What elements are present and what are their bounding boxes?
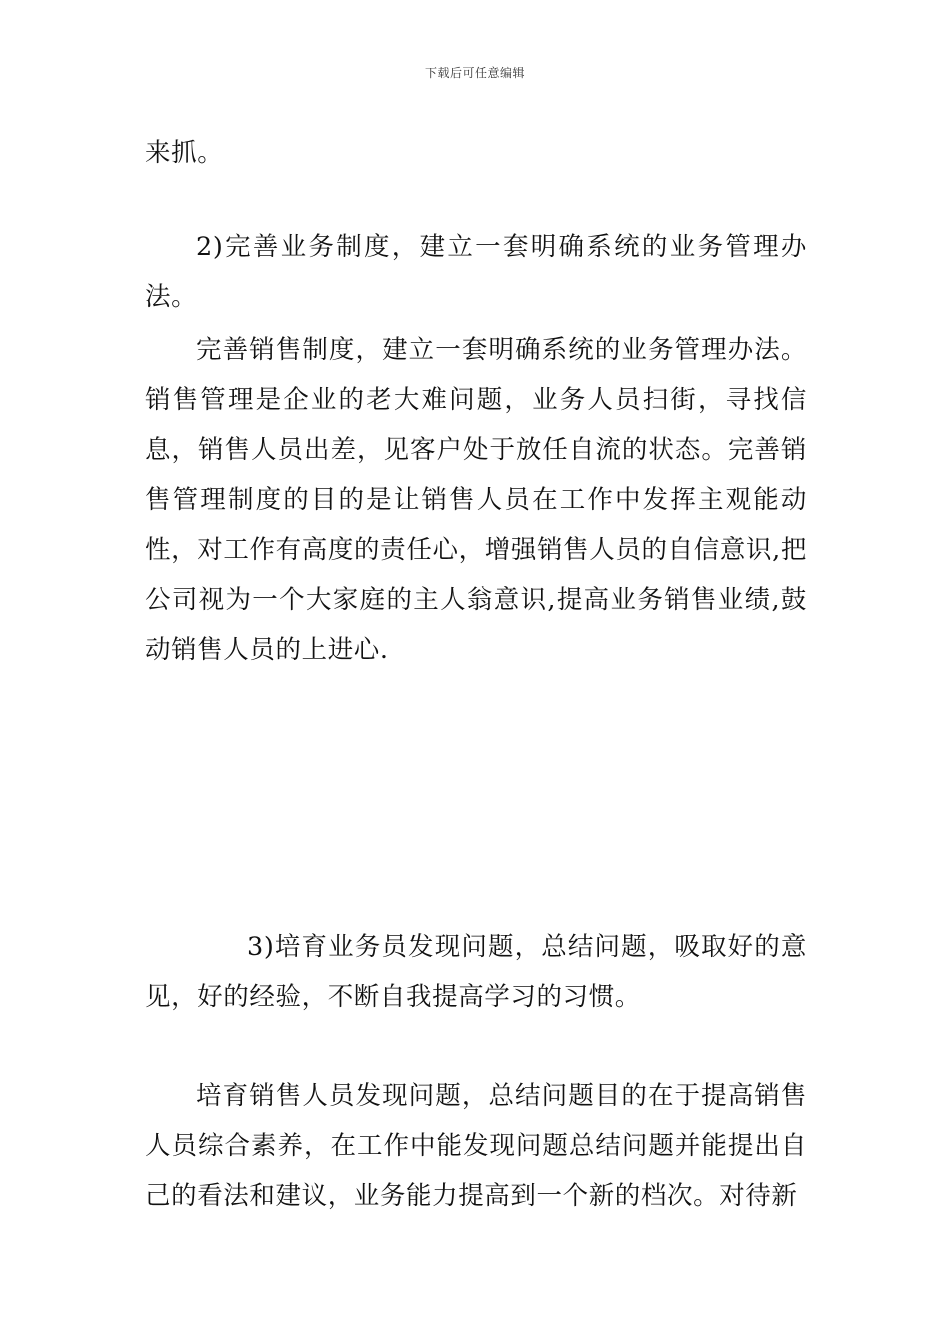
heading-item-3: 3)培育业务员发现问题，总结问题，吸取好的意见，好的经验，不断自我提高学习的习惯。	[145, 932, 807, 1012]
page-header: 下载后可任意编辑	[424, 66, 525, 80]
paragraph-sales-system: 完善销售制度，建立一套明确系统的业务管理办法。销售管理是企业的老大难问题，业务人员扫街，寻找信息，销售人员出差，见客户处于放任自流的状态。完善销售管理制度的目的是让销售人员在工作中发挥主观能动性，对工作有高度的责任心，增强销售人员的自信意识,把公司视为一个大家庭的主人翁意识,提高业务销售业绩,鼓动销售人员的上进心.	[145, 335, 807, 665]
paragraph-continuation: 来抓。	[145, 138, 224, 168]
heading-item-2: 2)完善业务制度，建立一套明确系统的业务管理办法。	[145, 232, 807, 312]
paragraph-problem-solving: 培育销售人员发现问题，总结问题目的在于提高销售人员综合素养，在工作中能发现问题总结问题并能提出自己的看法和建议，业务能力提高到一个新的档次。对待新	[145, 1081, 807, 1211]
